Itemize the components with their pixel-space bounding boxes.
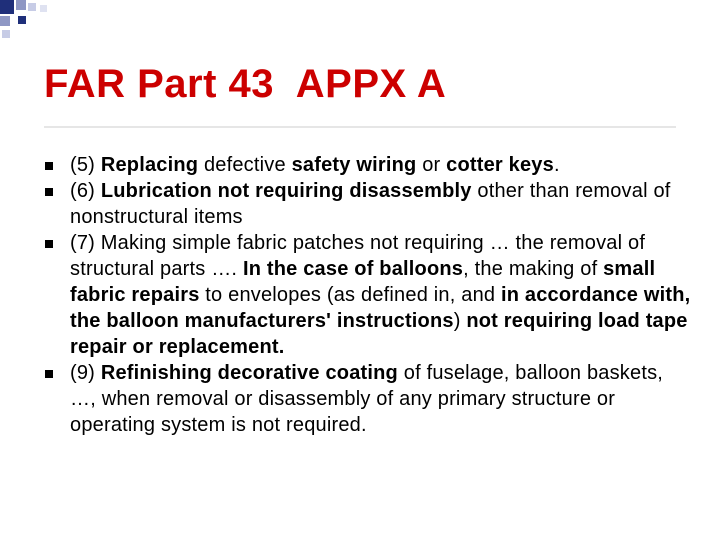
square-bullet-icon	[45, 240, 53, 248]
corner-square-icon	[18, 16, 26, 24]
text-run: to envelopes (as defined in, and	[199, 284, 501, 306]
text-run: (7) Making simple fabric patches not requiring … the removal of structural parts ….	[70, 232, 646, 280]
corner-square-icon	[2, 30, 10, 38]
text-run: defective	[198, 154, 292, 176]
text-run: of fuselage, balloon baskets, …, when removal or disassembly of any primary structure or operating system is not required.	[70, 362, 664, 436]
text-run: other than removal of nonstructural items	[70, 180, 671, 228]
corner-square-icon	[0, 16, 10, 26]
bold-text-run: not requiring load tape repair or replacement.	[70, 310, 688, 358]
text-run: (6)	[70, 180, 101, 202]
text-run: , the making of	[463, 258, 604, 280]
text-run: or	[416, 154, 447, 176]
bullet-item	[44, 178, 694, 230]
bullet-item	[44, 152, 694, 178]
bold-text-run: cotter keys	[446, 154, 554, 176]
bold-text-run: small fabric repairs	[70, 258, 656, 306]
corner-square-icon	[40, 5, 47, 12]
bold-text-run: in accordance with, the balloon manufacturers' instructions	[70, 284, 691, 332]
square-bullet-icon	[45, 188, 53, 196]
bullet-list	[44, 152, 694, 438]
slide-title: FAR Part 43 APPX A	[44, 62, 447, 106]
text-run: (5)	[70, 154, 101, 176]
text-run: .	[553, 154, 560, 176]
square-bullet-icon	[45, 370, 53, 378]
bold-text-run: Refinishing decorative coating	[100, 362, 398, 384]
bullet-item	[44, 360, 694, 438]
bold-text-run: safety wiring	[291, 154, 417, 176]
bold-text-run: In the case of balloons	[242, 258, 464, 280]
text-run: )	[453, 310, 467, 332]
bullet-item	[44, 230, 694, 360]
bold-text-run: Lubrication not requiring disassembly	[100, 180, 472, 202]
text-run: (9)	[70, 362, 101, 384]
corner-square-icon	[28, 3, 36, 11]
corner-square-icon	[0, 0, 14, 14]
title-divider	[44, 126, 676, 128]
bold-text-run: Replacing	[100, 154, 199, 176]
square-bullet-icon	[45, 162, 53, 170]
corner-square-icon	[16, 0, 26, 10]
corner-decoration	[0, 0, 60, 45]
